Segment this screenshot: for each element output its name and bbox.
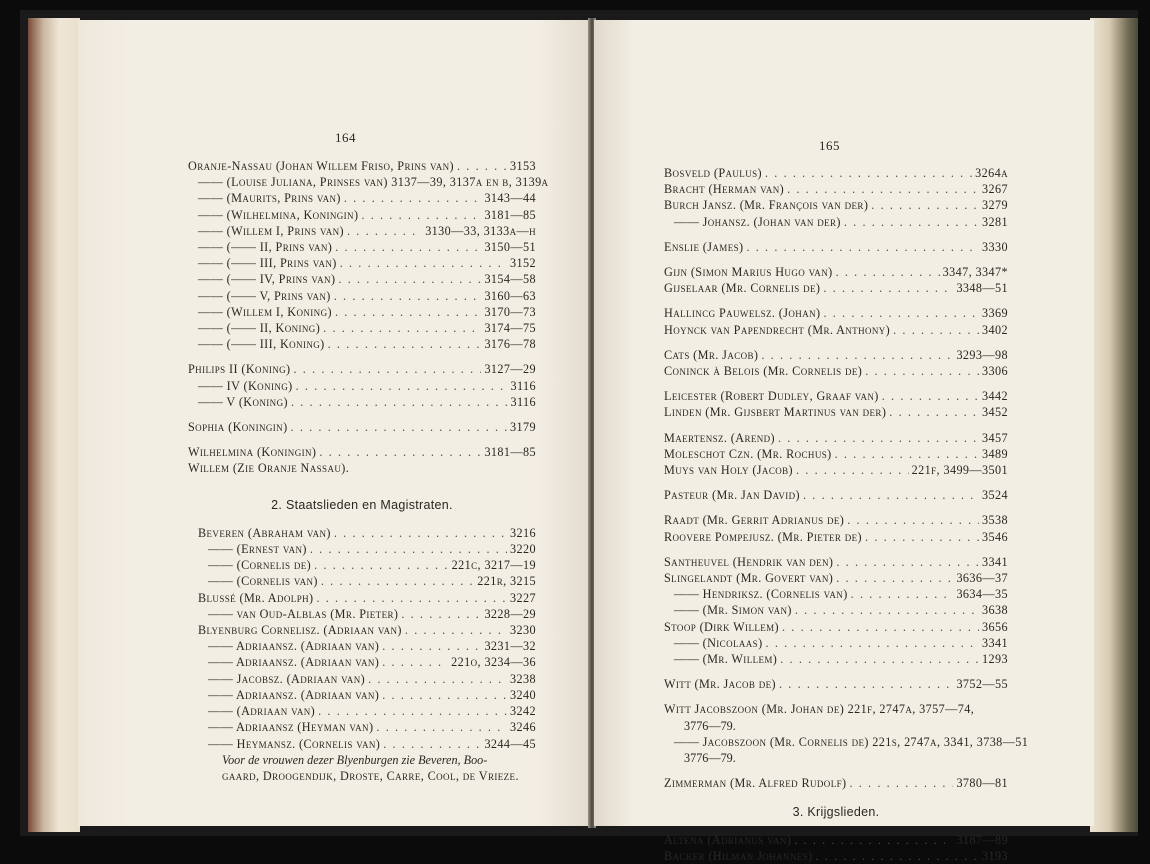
index-entry: Stoop (Dirk Willem) . . . 3656 [664, 619, 1008, 635]
right-index-column [664, 165, 1029, 864]
left-page-stack-edge [28, 18, 80, 832]
witt-cornelis-line-2: 3776—79. [684, 751, 736, 766]
index-entry: —— (Louise Juliana, Prinses van) 3137—39, 3137a en b, 3139a [198, 175, 549, 190]
index-entry: —— van Oud-Alblas (Mr. Pieter) . . . 3228—29 [198, 606, 536, 622]
index-entry: Blyenburg Cornelisz. (Adriaan van) . . . 3230 [198, 622, 536, 638]
index-entry: Philips II (Koning) . . . 3127—29 [188, 361, 536, 377]
index-entry: Wilhelmina (Koningin) . . . 3181—85 [188, 444, 536, 460]
right-page-stack-edge [1090, 18, 1138, 832]
index-entry: Slingelandt (Mr. Govert van) . . . 3636—37 [664, 570, 1008, 586]
index-entry: Enslie (James) . . . 3330 [664, 239, 1008, 255]
index-entry: —— Jacobsz. (Adriaan van) . . . 3238 [198, 671, 536, 687]
index-entry: —— IV (Koning) . . . 3116 [188, 378, 536, 394]
index-entry: —— Adriaansz (Heyman van) . . . 3246 [198, 719, 536, 735]
index-entry: —— (Willem I, Koning) . . . 3170—73 [188, 304, 536, 320]
index-entry: —— Johansz. (Johan van der) . . . 3281 [664, 214, 1008, 230]
index-entry: —— (Willem I, Prins van) . . . 3130—33, 3133a—h [188, 223, 536, 239]
witt-johan-line-1: Witt Jacobszoon (Mr. Johan de) 221f, 2747a, 3757—74, [664, 702, 975, 717]
index-entry: Cats (Mr. Jacob) . . . 3293—98 [664, 347, 1008, 363]
index-entry: Muys van Holy (Jacob) . . . 221f, 3499—3501 [664, 462, 1008, 478]
index-entry: —— Heymansz. (Cornelis van) . . . 3244—45 [198, 736, 536, 752]
index-entry: —— (Cornelis van) . . . 221r, 3215 [198, 573, 536, 589]
index-entry: —— Hendriksz. (Cornelis van) . . . 3634—35 [664, 586, 1008, 602]
index-entry: —— (—— V, Prins van) . . . 3160—63 [188, 288, 536, 304]
index-entry: Coninck à Belois (Mr. Cornelis de) . . . 3306 [664, 363, 1008, 379]
index-entry: —— (—— II, Koning) . . . 3174—75 [188, 320, 536, 336]
index-entry: Zimmerman (Mr. Alfred Rudolf) . . . 3780—81 [664, 775, 1008, 791]
witt-cornelis-line-1: —— Jacobszoon (Mr. Cornelis de) 221s, 2747a, 3341, 3738—51 [674, 734, 1029, 749]
index-entry: —— Adriaansz. (Adriaan van) . . . 221o, 3234—36 [198, 654, 536, 670]
index-entry: Maertensz. (Arend) . . . 3457 [664, 430, 1008, 446]
index-entry: —— (Cornelis de) . . . 221c, 3217—19 [198, 557, 536, 573]
right-page [594, 20, 1094, 863]
index-entry: —— (Mr. Simon van) . . . 3638 [664, 602, 1008, 618]
index-entry: Raadt (Mr. Gerrit Adrianus de) . . . 3538 [664, 512, 1008, 528]
index-entry: Bracht (Herman van) . . . 3267 [664, 181, 1008, 197]
index-entry: Moleschot Czn. (Mr. Rochus) . . . 3489 [664, 446, 1008, 462]
index-entry: Witt (Mr. Jacob de) . . . 3752—55 [664, 676, 1008, 692]
index-entry: Linden (Mr. Gijsbert Martinus van der) . . . 3452 [664, 404, 1008, 420]
index-entry: —— (—— III, Prins van) . . . 3152 [188, 255, 536, 271]
index-entry: —— V (Koning) . . . 3116 [188, 394, 536, 410]
index-entry: Bosveld (Paulus) . . . 3264a [664, 165, 1008, 181]
witt-johan-line-2: 3776—79. [684, 718, 736, 733]
index-entry: —— (—— II, Prins van) . . . 3150—51 [188, 239, 536, 255]
willem-cross-reference: Willem (Zie Oranje Nassau). [188, 461, 350, 476]
left-index-column [188, 158, 549, 784]
index-entry: —— Adriaansz. (Adriaan van) . . . 3231—32 [198, 638, 536, 654]
index-entry: —— (—— IV, Prins van) . . . 3154—58 [188, 271, 536, 287]
index-entry: Santheuvel (Hendrik van den) . . . 3341 [664, 554, 1008, 570]
index-entry: Blussé (Mr. Adolph) . . . 3227 [198, 590, 536, 606]
index-entry: —— (Mr. Willem) . . . 1293 [664, 651, 1008, 667]
index-entry: Gijn (Simon Marius Hugo van) . . . 3347, 3347* [664, 264, 1008, 280]
index-entry: Pasteur (Mr. Jan David) . . . 3524 [664, 487, 1008, 503]
page-number-left: 164 [335, 130, 356, 145]
index-entry: Oranje-Nassau (Johan Willem Friso, Prins van) . . . 3153 [188, 158, 536, 174]
index-entry: Sophia (Koningin) . . . 3179 [188, 419, 536, 435]
index-entry: —— (Adriaan van) . . . 3242 [198, 703, 536, 719]
index-entry: —— (Ernest van) . . . 3220 [198, 541, 536, 557]
index-entry: —— (Wilhelmina, Koningin) . . . 3181—85 [188, 207, 536, 223]
index-entry: Backer (Hilman Johannes) . . . 3193 [664, 848, 1008, 864]
page-number-right: 165 [819, 138, 840, 153]
footnote-line-2: gaard, Droogendijk, Droste, Carre, Cool, de Vrieze. [222, 768, 519, 783]
index-entry: Burch Jansz. (Mr. François van der) . . . 3279 [664, 197, 1008, 213]
footnote-line-1: Voor de vrouwen dezer Blyenburgen zie Beveren, Boo- [222, 752, 488, 767]
index-entry: Beveren (Abraham van) . . . 3216 [198, 525, 536, 541]
section-heading-staatslieden: 2. Staatslieden en Magistraten. [271, 497, 453, 512]
index-entry: Leicester (Robert Dudley, Graaf van) . . . 3442 [664, 388, 1008, 404]
index-entry: —— (Nicolaas) . . . 3341 [664, 635, 1008, 651]
index-entry: Hoynck van Papendrecht (Mr. Anthony) . . . 3402 [664, 322, 1008, 338]
index-entry: Gijselaar (Mr. Cornelis de) . . . 3348—51 [664, 280, 1008, 296]
index-entry: —— (Maurits, Prins van) . . . 3143—44 [188, 190, 536, 206]
index-entry: —— (—— III, Koning) . . . 3176—78 [188, 336, 536, 352]
index-entry: Altena (Adrianus van) . . . 3187—89 [664, 832, 1008, 848]
index-entry: Roovere Pompejusz. (Mr. Pieter de) . . . 3546 [664, 529, 1008, 545]
left-page [78, 20, 590, 826]
index-entry: —— Adriaansz. (Adriaan van) . . . 3240 [198, 687, 536, 703]
index-entry: Hallincg Pauwelsz. (Johan) . . . 3369 [664, 305, 1008, 321]
section-heading-krijgslieden: 3. Krijgslieden. [792, 804, 880, 819]
